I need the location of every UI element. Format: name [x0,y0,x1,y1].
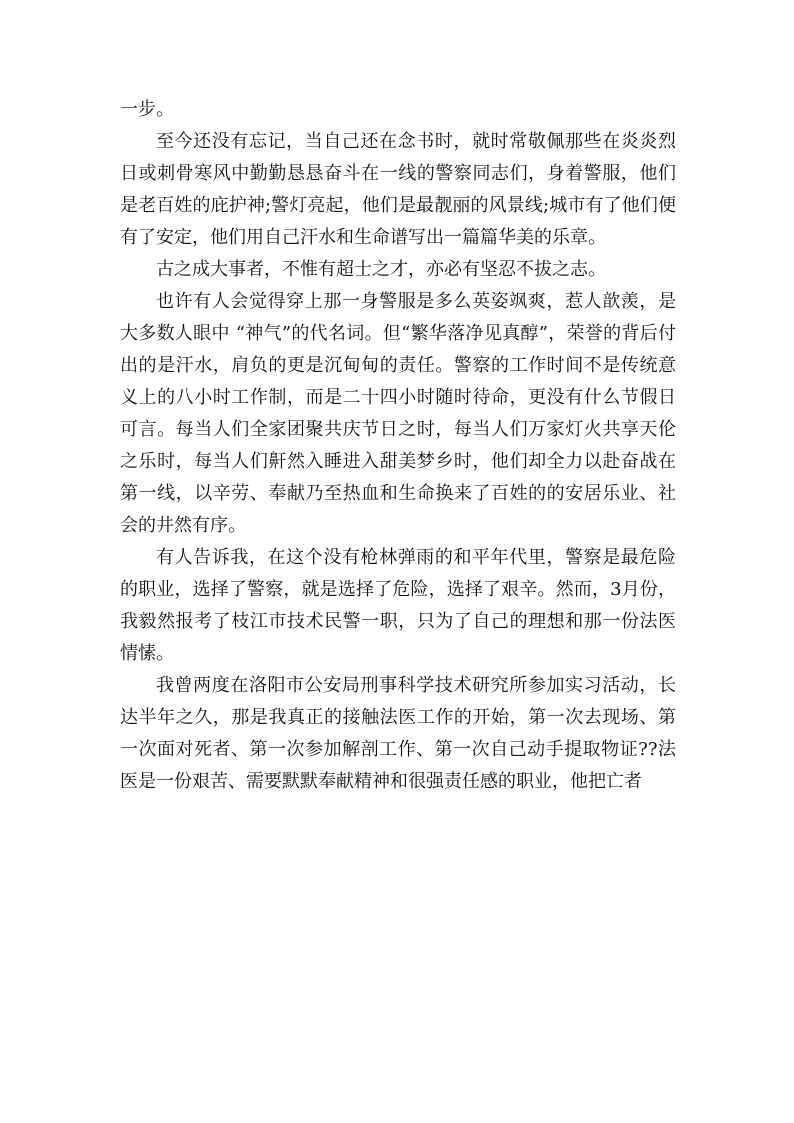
paragraph-internship: 我曾两度在洛阳市公安局刑事科学技术研究所参加实习活动，长达半年之久，那是我真正的接触法医工作的开始，第一次去现场、第一次面对死者、第一次参加解剖工作、第一次自己动手提取物证??法医是一份艰苦、需要默默奉献精神和很强责任感的职业，他把亡者 [120,675,676,792]
document-page [120,94,676,798]
paragraph-police-admiration: 至今还没有忘记，当自己还在念书时，就时常敬佩那些在炎炎烈日或刺骨寒风中勤勤恳恳奋斗在一线的警察同志们，身着警服，他们是老百姓的庇护神;警灯亮起，他们是最靓丽的风景线;城市有了他们便有了安定，他们用自己汗水和生命谱写出一篇篇华美的乐章。 [120,131,676,248]
paragraph-quote: 古之成大事者，不惟有超士之才，亦必有坚忍不拔之志。 [156,259,606,280]
paragraph-continuation: 一步。 [120,99,174,120]
paragraph-responsibility: 也许有人会觉得穿上那一身警服是多么英姿飒爽，惹人歆羡，是大多数人眼中 “神气”的代名词。但“繁华落净见真醇”，荣誉的背后付出的是汗水，肩负的更是沉甸甸的责任。警察的工作时间不是传统意义上的八小时工作制，而是二十四小时随时待命，更没有什么节假日可言。每当人们全家团聚共庆节日之时，每当人们万家灯火共享天伦之乐时，每当人们鼾然入睡进入甜美梦乡时，他们却全力以赴奋战在第一线，以辛劳、奉献乃至热血和生命换来了百姓的的安居乐业、社会的井然有序。 [120,291,676,536]
paragraph-career-choice: 有人告诉我，在这个没有枪林弹雨的和平年代里，警察是最危险的职业，选择了警察，就是选择了危险，选择了艰辛。然而，3月份，我毅然报考了枝江市技术民警一职，只为了自己的理想和那一份法医情愫。 [120,547,676,664]
